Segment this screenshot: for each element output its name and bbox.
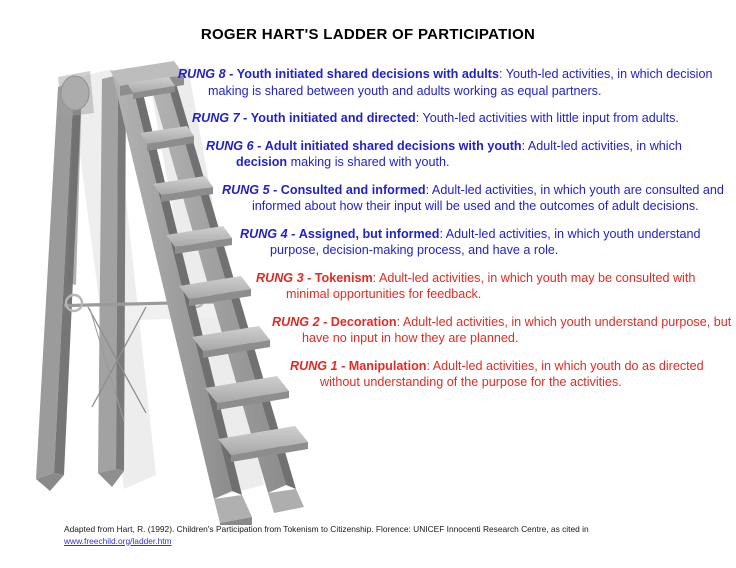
- rung-3-term: Tokenism: [314, 270, 373, 285]
- rung-6-emphasis: decision: [236, 155, 288, 169]
- rung-item-8: [178, 66, 736, 99]
- rung-5-term: Consulted and informed: [280, 182, 426, 197]
- rung-item-7: [192, 110, 736, 127]
- rung-list: [0, 66, 736, 402]
- source-link[interactable]: www.freechild.org/ladder.htm: [64, 535, 172, 546]
- rung-item-6: [206, 138, 736, 171]
- rung-2-dash: -: [319, 314, 331, 329]
- rung-8-dash: -: [225, 67, 237, 81]
- rung-item-3: [256, 270, 736, 303]
- rung-1-term: Manipulation: [348, 358, 427, 373]
- rung-item-2: [272, 314, 736, 347]
- rung-8-body: : Youth-led activities, in which decision making is shared between youth and adults working as equal partners.: [208, 67, 713, 98]
- rung-5-dash: -: [269, 182, 281, 197]
- rung-4-dash: -: [287, 226, 299, 241]
- rung-7-dash: -: [239, 111, 251, 125]
- rung-1-body: : Adult-led activities, in which youth do as directed without understanding of the purpose for the activities.: [320, 358, 704, 389]
- rung-2-label: RUNG 2: [272, 314, 320, 329]
- rung-item-4: [240, 226, 736, 259]
- citation-text: Adapted from Hart, R. (1992). Children's Participation from Tokenism to Citizenship. Florence: UNICEF Innocenti Research Centre, as cited in: [64, 524, 589, 534]
- rung-item-1: [290, 358, 736, 391]
- rung-6-body-pre: : Adult-led activities, in which: [521, 138, 682, 153]
- rung-7-label: RUNG 7: [192, 111, 240, 125]
- rung-5-label: RUNG 5: [222, 182, 270, 197]
- rung-6-dash: -: [253, 138, 265, 153]
- rung-3-label: RUNG 3: [256, 270, 304, 285]
- rung-2-body: : Adult-led activities, in which youth understand purpose, but have no input in how they are planned.: [302, 314, 732, 345]
- rung-6-label: RUNG 6: [206, 138, 254, 153]
- rung-8-term: Youth initiated shared decisions with adults: [236, 67, 499, 81]
- rung-7-term: Youth initiated and directed: [250, 111, 416, 125]
- source-citation: [64, 524, 704, 547]
- rung-5-body: : Adult-led activities, in which youth are consulted and informed about how their input will be used and the outcomes of adult decisions.: [252, 182, 724, 213]
- rung-8-label: RUNG 8: [178, 67, 226, 81]
- rung-3-body: : Adult-led activities, in which youth may be consulted with minimal opportunities for feedback.: [286, 270, 696, 301]
- rung-item-5: [222, 182, 736, 215]
- rung-3-dash: -: [303, 270, 315, 285]
- rung-6-body-post: making is shared with youth.: [287, 155, 450, 169]
- rung-6-term: Adult initiated shared decisions with youth: [264, 138, 522, 153]
- page-title: ROGER HART'S LADDER OF PARTICIPATION: [200, 26, 536, 43]
- rung-1-dash: -: [337, 358, 349, 373]
- rung-4-body: : Adult-led activities, in which youth understand purpose, decision-making process, and have a role.: [270, 226, 701, 257]
- rung-4-term: Assigned, but informed: [298, 226, 440, 241]
- rung-1-label: RUNG 1: [290, 358, 338, 373]
- rung-4-label: RUNG 4: [240, 226, 288, 241]
- rung-7-body: : Youth-led activities with little input from adults.: [415, 111, 679, 125]
- rung-2-term: Decoration: [330, 314, 397, 329]
